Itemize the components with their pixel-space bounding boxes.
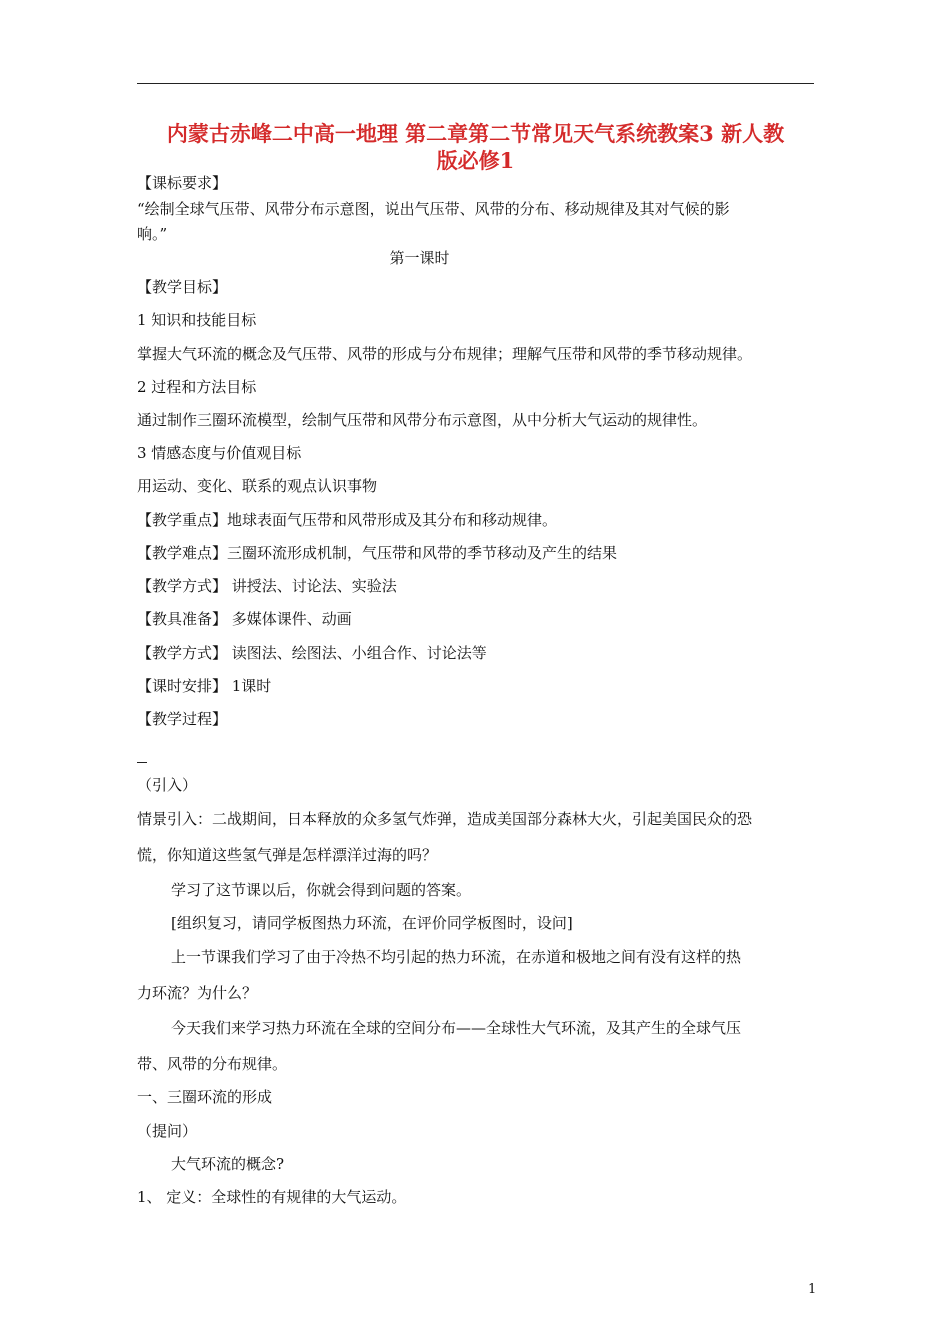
text-line: 响。” [137, 225, 168, 243]
text-line: “绘制全球气压带、风带分布示意图，说出气压带、风带的分布、移动规律及其对气候的影 [137, 200, 730, 218]
text-line: 带、风带的分布规律。 [137, 1055, 288, 1073]
header-rule [137, 83, 814, 84]
text-line: 用运动、变化、联系的观点认识事物 [137, 477, 378, 495]
text-line: 【课标要求】 [137, 174, 228, 192]
text-line: 【教学重点】地球表面气压带和风带形成及其分布和移动规律。 [137, 511, 558, 529]
dash-mark [137, 762, 147, 763]
document-title [137, 120, 814, 174]
section-heading: 一、三圈环流的形成 [137, 1088, 273, 1106]
text-line: 1 知识和技能目标 [137, 311, 257, 329]
text-line: 大气环流的概念? [171, 1155, 285, 1173]
page-number: 1 [808, 1282, 817, 1297]
title-line-2: 版必修1 [436, 148, 515, 173]
text-line: 上一节课我们学习了由于冷热不均引起的热力环流，在赤道和极地之间有没有这样的热 [171, 948, 742, 966]
text-line: 2 过程和方法目标 [137, 378, 257, 396]
text-line: （提问） [137, 1122, 198, 1140]
text-line: 【课时安排】 1课时 [137, 677, 272, 695]
text-line: 【教学方式】 读图法、绘图法、小组合作、讨论法等 [137, 644, 487, 662]
text-line: 力环流？为什么？ [137, 984, 258, 1002]
text-line: 学习了这节课以后，你就会得到问题的答案。 [171, 881, 472, 899]
lesson-heading: 第一课时 [389, 249, 450, 267]
text-line: 【教学难点】三圈环流形成机制，气压带和风带的季节移动及产生的结果 [137, 544, 618, 562]
section-heading: 【教学目标】 [137, 278, 228, 296]
text-line: 慌，你知道这些氢气弹是怎样漂洋过海的吗？ [137, 846, 438, 864]
text-line: 1、 定义：全球性的有规律的大气运动。 [137, 1188, 407, 1206]
section-heading: 【教学过程】 [137, 710, 228, 728]
text-line: 情景引入：二战期间，日本释放的众多氢气炸弹，造成美国部分森林大火，引起美国民众的恐 [137, 810, 753, 828]
text-line: [组织复习，请同学板图热力环流，在评价同学板图时，设问] [171, 914, 573, 932]
text-line: 3 情感态度与价值观目标 [137, 444, 302, 462]
text-line: 【教学方式】 讲授法、讨论法、实验法 [137, 577, 397, 595]
text-line: 掌握大气环流的概念及气压带、风带的形成与分布规律；理解气压带和风带的季节移动规律。 [137, 345, 753, 363]
title-line-1: 内蒙古赤峰二中高一地理 第二章第二节常见天气系统教案3 新人教 [166, 121, 785, 146]
text-line: 通过制作三圈环流模型，绘制气压带和风带分布示意图，从中分析大气运动的规律性。 [137, 411, 708, 429]
text-line: （引入） [137, 776, 198, 794]
text-line: 今天我们来学习热力环流在全球的空间分布——全球性大气环流，及其产生的全球气压 [171, 1019, 742, 1037]
text-line: 【教具准备】 多媒体课件、动画 [137, 610, 352, 628]
